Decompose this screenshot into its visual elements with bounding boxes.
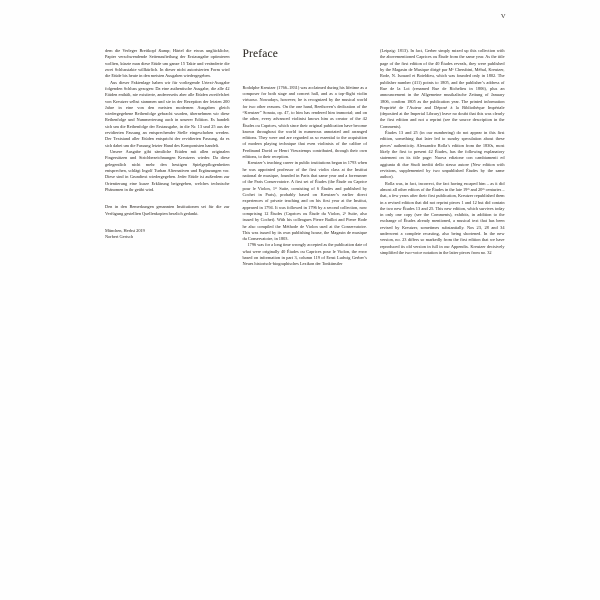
paragraph: Aus dieser Faktenlage haben wir für vorliegende Urtext-Ausgabe folgenden Schluss gezogen: Da eine authentische Ausgabe, die alle 42 Etüden enthält, nie existierte, andererseits aber alle Etüden zweifelsfrei von Kreutzer selbst stammen und sie in der Rezeption der letzten 200 Jahre in eine von den meisten modernen Ausgaben gleich wiedergegebene Reihenfolge gebracht wurden, übernehmen wir diese Reihenfolge und Nummerierung auch in unserer Edition. Es handelt sich um die Reihenfolge der Erstausgabe, in die Nr. 13 und 25 aus der revidierten Fassung an entsprechender Stelle eingeschoben werden. Der Textstand aller Etüden entspricht der revidierten Fassung, da es sich dabei um die Fassung letzter Hand des Komponisten handelt.: [105, 79, 230, 148]
paragraph: Rodolphe Kreutzer (1766–1831) was acclaimed during his lifetime as a composer for both stage and concert hall, and as a top-flight violin virtuoso. Nowadays, however, he is recognized by the musical world for two other reasons. On the one hand, Beethoven’s dedication of the “Kreutzer” Sonata, op. 47, to him has rendered him immortal; and on the other, every advanced violinist knows him as creator of the 42 Études ou Caprices, which since their original publication have become known throughout the world in numerous annotated and arranged editions. They were and are regarded as so essential to the acquisition of modern playing technique that even violinists of the calibre of Ferdinand David or Henri Vieuxtemps contributed, through their own editions, to their reception.: [242, 84, 367, 160]
paragraph: 1796 was for a long time wrongly accepted as the publication date of what were originally 40 Études ou Caprices pour le Violon, the error based on information in part 3, column 119 of Ernst Ludwig Gerber’s Neues historisch-biographisches Lexikon der Tonkünstler: [242, 242, 367, 267]
paragraph: dem die Verleger Breitkopf &amp; Härtel die etwas unglückliche, Papier verschwendende Seitenaufteilung der Erstausgabe optimieren wollten, kürzte man diese Etüde um ganze 15 Takte und veränderte die zwei Schlusstakte willkürlich. In dieser nicht autorisierten Form wird die Etüde bis heute in den meisten Ausgaben wiedergegeben.: [105, 48, 230, 79]
page-title: Preface: [242, 48, 279, 60]
signature-name: Norbert Gertsch: [105, 234, 134, 240]
column-middle: [243, 48, 368, 558]
acknowledgement: Den in den Bemerkungen genannten Institutionen sei für die zur Verfügung gestellten Quellenkopien herzlich gedankt.: [105, 204, 230, 216]
paragraph: Rolla was, in fact, incorrect, the fact having escaped him – as it did almost all other editors of the Études in the late 19ᵗʰ and 20ᵗʰ centuries – that, a few years after their first publication, Kreutzer republished them in a revised edition that did not reprint pieces 1 and 12 but did contain the two new Études 13 and 25. This new edition, which survives today in only one copy (see the Comments), exhibits, in addition to the exchange of Études already mentioned, a musical text that has been revised by Kreutzer, sometimes substantially. Nos 23, 28 and 34 underwent a complete recasting, also being shortened. In the new version, no. 23 differs so markedly from the first edition that we have reproduced its old version in full in our Appendix. Kreutzer decisively simplified the two-voice notation in the latter pieces from no. 32: [380, 180, 505, 255]
paragraph: Unsere Ausgabe gibt sämtliche Etüden mit allen originalen Fingersätzen und Strichbezeichnungen Kreutzers wieder. Da diese gelegentlich nicht mehr den heutigen Spielgepflogenheiten entsprechen, schlägt Ingolf Turban Alternativen und Ergänzungen vor. Diese sind in Grundtext wiedergegeben. Jeder Etüde ist außerdem zur Orientierung eine kurze Erklärung beigegeben, welches technische Phänomen in ihr geübt wird.: [105, 149, 230, 192]
paragraph: (Leipzig: 1813). In fact, Gerber simply mixed up this collection with the abovementioned Caprices ou Étude from the same year. As the title page of the first edition of the 40 Études reveals, they were published by the Magasin de Musique dirigé par Mᵒ Cherubini, Méhul, Kreutzer, Rode, N. Isouard et Boieldieu, which was founded only in 1802. The publisher number (411) points to 1805, and the publisher’s address of Rue de la Loi (renamed Rue de Richelieu in 1806), plus an announcement in the Allgemeine musikalische Zeitung of January 1806, confirm 1805 as the publication year. The printed information Propriété de l’Auteur and Déposé à la Bibliothèque Impériale (deposited at the Imperial Library) leave no doubt that this was clearly the first edition and not a reprint (see the source description in the Comments).: [380, 48, 505, 129]
column-right: [380, 48, 505, 558]
signature-place-date: München, Herbst 2019: [105, 227, 145, 233]
spacer: [105, 193, 230, 204]
paragraph: Kreutzer’s teaching career in public institutions began in 1793 when he was appointed professor of the first violin class at the Institut national de musique, founded in Paris that same year and a forerunner of the Paris Conservatoire. A first set of Études (the Étude ou Caprice pour le Violon, 1ᵉʳ Suite, consisting of 6 Études and published by Cochet in Paris), probably based on Kreutzer’s earlier direct experiences of private teaching and on his first year at the Institut, appeared in 1794. It was followed in 1796 by a second collection, now comprising 12 Études (Caprices ou Étude du Violon, 2ᵉ Suite, also issued by Cochet). With his colleagues Pierre Baillot and Pierre Rode he also compiled the Méthode de Violon used at the Conservatoire. This was issued by its own publishing house, the Magasin de musique du Conservatoire, in 1803.: [242, 160, 367, 242]
column-left: [105, 48, 230, 558]
text-columns: [105, 48, 505, 558]
page-number: V: [500, 13, 506, 20]
paragraph: Études 13 and 25 (in our numbering) do not appear in this first edition, something that later led to sundry speculation about these pieces’ authenticity. Alessandro Rolla’s edition from the 1830s, most likely the first to present 42 Études, has the following explanatory statement on its title page: Nuova edizione con cambiamenti ed aggiunta di due Studi inediti dello stesso autore (New edition with revisions, supplemented by two unpublished Études by the same author).: [380, 130, 505, 180]
spacer: [105, 217, 230, 228]
